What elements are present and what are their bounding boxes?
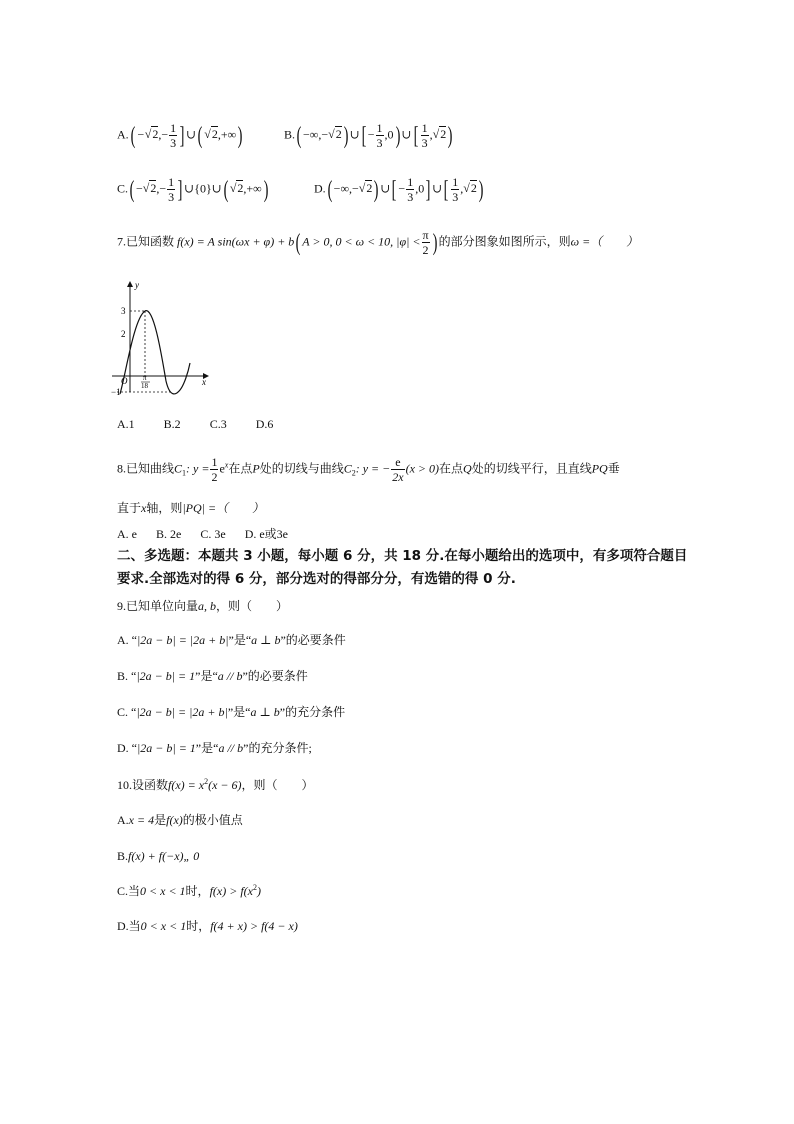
superscript: x bbox=[224, 460, 229, 470]
math-expr: f(x) > f(x bbox=[209, 884, 253, 898]
option-c[interactable]: C. 3e bbox=[200, 527, 226, 541]
option-d[interactable]: D.6 bbox=[255, 417, 274, 431]
option-text: ”是“ bbox=[195, 741, 219, 755]
sqrt-radicand: 2 bbox=[335, 127, 342, 142]
option-label: C. bbox=[117, 181, 129, 196]
q7-stem bbox=[117, 229, 638, 256]
math-text: ,− bbox=[156, 181, 167, 196]
vectors: a, b bbox=[198, 599, 217, 613]
bracket-open: [ bbox=[443, 176, 449, 203]
denominator: 3 bbox=[452, 190, 459, 204]
paren-open: ( bbox=[295, 229, 301, 256]
option-text: ”的充分条件; bbox=[243, 741, 312, 755]
math-text: ∪{0}∪ bbox=[184, 181, 222, 196]
denominator: 2 bbox=[211, 470, 218, 484]
q9-option-b[interactable] bbox=[117, 670, 308, 682]
q6-option-d[interactable]: D.( −∞,−√2) ∪[ − $\frac{1}{3}$ ,0] ∪[ $\frac{1}{3}$ ,√2) bbox=[314, 175, 484, 204]
math-text: , bbox=[460, 181, 464, 196]
option-text: 时， bbox=[186, 919, 211, 933]
fraction bbox=[391, 456, 404, 483]
bracket-close: ] bbox=[177, 176, 183, 203]
q8-options bbox=[117, 528, 288, 540]
option-label: B. bbox=[284, 127, 296, 142]
paren-close: ) bbox=[478, 176, 484, 203]
question-text: 在点 bbox=[439, 461, 464, 476]
subscript: 1 bbox=[182, 468, 187, 478]
fraction bbox=[167, 176, 175, 203]
q10-option-b[interactable] bbox=[117, 850, 199, 862]
math-text: − bbox=[136, 127, 145, 142]
sqrt-radicand: 2 bbox=[211, 127, 218, 142]
numerator: 1 bbox=[168, 175, 175, 189]
sqrt: √2 bbox=[204, 127, 218, 142]
paren-open: ( bbox=[223, 176, 229, 203]
math-expr: (x − 6) bbox=[208, 778, 242, 792]
q8-line-1 bbox=[117, 456, 620, 483]
q9-option-a[interactable] bbox=[117, 634, 346, 646]
superscript: 2 bbox=[252, 883, 257, 892]
paren-close: ) bbox=[447, 122, 453, 149]
q6-option-c[interactable] bbox=[117, 176, 270, 203]
option-text: ”是“ bbox=[227, 705, 251, 719]
math-expr: f(x) = x bbox=[168, 778, 205, 792]
fraction bbox=[451, 176, 459, 203]
union-symbol: ∪ bbox=[380, 181, 391, 196]
sqrt-radicand: 2 bbox=[470, 181, 477, 196]
math-text: : y = − bbox=[355, 461, 391, 476]
q9-option-d[interactable] bbox=[117, 742, 312, 754]
x-tick-den: 18 bbox=[141, 382, 148, 390]
paren-close: ) bbox=[263, 176, 269, 203]
q8-line-2 bbox=[117, 502, 264, 514]
option-label: C. “ bbox=[117, 705, 137, 719]
denominator: 3 bbox=[170, 136, 177, 150]
math-expr: a ⊥ b bbox=[250, 705, 280, 719]
fraction bbox=[422, 229, 430, 256]
union-symbol: ∪ bbox=[401, 127, 412, 142]
superscript: 2 bbox=[204, 777, 209, 786]
paren-open: ( bbox=[197, 122, 203, 149]
question-text: 7.已知函数 bbox=[117, 234, 175, 249]
tick-2: 2 bbox=[121, 329, 126, 339]
math-text: e bbox=[219, 461, 225, 476]
option-d[interactable]: D. e或3e bbox=[244, 527, 289, 541]
question-text: 在点 bbox=[228, 461, 253, 476]
q7-options bbox=[117, 418, 273, 430]
question-text: 轴，则 bbox=[146, 501, 183, 515]
option-text: ”是“ bbox=[195, 669, 218, 683]
paren-open: ( bbox=[130, 122, 136, 149]
math-text: ,− bbox=[158, 127, 169, 142]
math-expr: |2a − b| = |2a + b| bbox=[136, 705, 228, 719]
denominator: 2 bbox=[422, 243, 429, 257]
point-p: P bbox=[252, 461, 260, 476]
option-text: 时， bbox=[185, 884, 210, 898]
subscript: 2 bbox=[351, 468, 356, 478]
sqrt-radicand: 2 bbox=[152, 127, 159, 142]
question-text: 处的切线平行，且直线 bbox=[471, 461, 592, 476]
math-text: − bbox=[136, 181, 143, 196]
fraction bbox=[406, 176, 414, 203]
question-ask: ω =（ ） bbox=[570, 234, 639, 249]
x-tick-num: π bbox=[143, 374, 147, 382]
math-text: −∞,− bbox=[333, 181, 359, 196]
q10-option-a[interactable] bbox=[117, 814, 243, 826]
question-ask: |PQ| =（ ） bbox=[182, 501, 265, 515]
bracket-open: [ bbox=[392, 176, 397, 203]
math-expr: ) bbox=[256, 884, 261, 898]
question-text: 垂 bbox=[607, 461, 620, 476]
math-expr: |2a − b| = 1 bbox=[137, 741, 196, 755]
question-text: 9.已知单位向量 bbox=[117, 599, 199, 613]
option-label: C.当 bbox=[117, 884, 141, 898]
question-text: 的部分图象如图所示，则 bbox=[438, 234, 571, 249]
fraction bbox=[421, 122, 429, 149]
math-expr: 0 < x < 1 bbox=[140, 884, 186, 898]
sqrt-radicand: 2 bbox=[237, 181, 244, 196]
tick-m1: −1 bbox=[111, 387, 121, 397]
q6-option-a[interactable] bbox=[117, 122, 244, 149]
option-text: ”是“ bbox=[228, 633, 252, 647]
option-label: D. “ bbox=[117, 741, 137, 755]
question-text: ，则（ ） bbox=[216, 599, 289, 613]
fraction bbox=[376, 122, 384, 149]
section2-line-2: 要求.全部选对的得 6 分，部分选对的得部分分，有选错的得 0 分. bbox=[117, 571, 516, 587]
bracket-close: ] bbox=[179, 122, 185, 149]
union-symbol: ∪ bbox=[349, 127, 360, 142]
bracket-open: [ bbox=[361, 122, 367, 149]
paren-close: ) bbox=[395, 122, 400, 149]
sqrt-radicand: 2 bbox=[150, 181, 157, 196]
paren-close: ) bbox=[343, 122, 349, 149]
numerator: π bbox=[422, 228, 429, 242]
option-a[interactable]: A.1 bbox=[117, 417, 135, 431]
option-label: B. “ bbox=[117, 669, 137, 683]
paren-open: ( bbox=[327, 176, 333, 203]
math-text: ,+∞ bbox=[243, 181, 262, 196]
math-expr: f(x) + f(−x)„ 0 bbox=[128, 849, 200, 863]
paren-open: ( bbox=[129, 176, 135, 203]
bracket-open: [ bbox=[413, 122, 419, 149]
option-label: D.当 bbox=[117, 919, 141, 933]
y-label: y bbox=[135, 280, 139, 290]
numerator: 1 bbox=[407, 175, 414, 189]
sqrt-radicand: 2 bbox=[366, 181, 373, 196]
math-expr: f(4 + x) > f(4 − x) bbox=[210, 919, 298, 933]
math-text: ,0 bbox=[415, 181, 425, 196]
math-expr: x = 4 bbox=[128, 813, 155, 827]
question-text: ，则（ ） bbox=[241, 778, 314, 792]
numerator: 1 bbox=[376, 121, 383, 135]
option-text: ”的必要条件 bbox=[242, 669, 308, 683]
tick-3: 3 bbox=[121, 306, 126, 316]
sqrt: √2 bbox=[144, 127, 159, 142]
sqrt: √2 bbox=[142, 181, 157, 196]
math-expr: a ⊥ b bbox=[251, 633, 281, 647]
math-text: −∞,− bbox=[303, 127, 329, 142]
q9-option-c[interactable] bbox=[117, 706, 345, 718]
q9-stem bbox=[117, 600, 288, 612]
option-text: ”的必要条件 bbox=[280, 633, 346, 647]
q10-option-d[interactable] bbox=[117, 920, 298, 932]
q7-graph bbox=[110, 278, 216, 400]
q6-option-b[interactable]: B.( −∞,−√2) ∪[ − $\frac{1}{3}$ ,0) ∪[ $\frac{1}{3}$ ,√2) bbox=[284, 121, 453, 150]
origin-label: O bbox=[121, 376, 128, 386]
numerator: 1 bbox=[170, 121, 177, 135]
option-b[interactable]: B. 2e bbox=[156, 527, 182, 541]
x-label: x bbox=[202, 377, 206, 387]
option-label: A. bbox=[117, 813, 129, 827]
union-symbol: ∪ bbox=[186, 127, 197, 142]
math-text: (x > 0) bbox=[405, 461, 440, 476]
sqrt: √2 bbox=[358, 181, 373, 196]
numerator: 1 bbox=[421, 121, 428, 135]
union-symbol: ∪ bbox=[432, 181, 443, 196]
sqrt-radicand: 2 bbox=[440, 127, 447, 142]
math-expr: |2a − b| = 1 bbox=[136, 669, 196, 683]
question-text: 8.已知曲线 bbox=[117, 461, 175, 476]
math-expr: 0 < x < 1 bbox=[140, 919, 187, 933]
q10-stem bbox=[117, 778, 314, 791]
math-expr: a // b bbox=[218, 741, 244, 755]
math-text: x bbox=[141, 501, 147, 515]
denominator: 3 bbox=[376, 136, 383, 150]
curve-name: C bbox=[174, 461, 183, 476]
math-expr: |2a − b| = |2a + b| bbox=[137, 633, 229, 647]
question-text: 处的切线与曲线 bbox=[259, 461, 344, 476]
sqrt: √2 bbox=[463, 181, 477, 196]
q10-option-c[interactable] bbox=[117, 884, 261, 897]
option-text: 是 bbox=[154, 813, 167, 827]
sqrt: √2 bbox=[432, 127, 447, 142]
fraction bbox=[210, 456, 218, 483]
numerator: 1 bbox=[211, 455, 218, 469]
option-label: D. bbox=[314, 181, 326, 196]
denominator: 3 bbox=[407, 190, 414, 204]
math-text: ,0 bbox=[384, 127, 394, 142]
option-label: A. “ bbox=[117, 633, 137, 647]
math-text: : y = bbox=[186, 461, 210, 476]
math-expr: f(x) bbox=[166, 813, 183, 827]
option-a[interactable]: A. e bbox=[117, 527, 137, 541]
option-c[interactable]: C.3 bbox=[209, 417, 227, 431]
sqrt: √2 bbox=[229, 181, 244, 196]
bracket-close: ] bbox=[425, 176, 431, 203]
option-label: B. bbox=[117, 849, 129, 863]
function-expr: f(x) = A sin(ωx + φ) + b bbox=[177, 234, 295, 249]
curve-name: C bbox=[343, 461, 352, 476]
math-text: ,+∞ bbox=[217, 127, 237, 142]
section2-line-1: 二、多选题：本题共 3 小题，每小题 6 分，共 18 分.在每小题给出的选项中，有多项符合题目 bbox=[117, 548, 688, 564]
option-text: ”的充分条件 bbox=[279, 705, 346, 719]
condition-expr: A > 0, 0 < ω < 10, |φ| < bbox=[302, 234, 421, 249]
line-pq: PQ bbox=[591, 461, 608, 476]
math-expr: a // b bbox=[217, 669, 243, 683]
option-label: A. bbox=[117, 127, 129, 142]
point-q: Q bbox=[463, 461, 472, 476]
numerator: e bbox=[391, 456, 404, 470]
option-text: 的极小值点 bbox=[182, 813, 243, 827]
denominator: 3 bbox=[421, 136, 428, 150]
question-text: 直于 bbox=[117, 501, 142, 515]
numerator: 1 bbox=[452, 175, 459, 189]
paren-close: ) bbox=[237, 122, 243, 149]
paren-close: ) bbox=[432, 229, 437, 256]
math-text: , bbox=[429, 127, 433, 142]
denominator: 3 bbox=[168, 190, 175, 204]
question-text: 10.设函数 bbox=[117, 778, 169, 792]
paren-close: ) bbox=[373, 176, 379, 203]
option-b[interactable]: B.2 bbox=[163, 417, 181, 431]
paren-open: ( bbox=[296, 122, 302, 149]
denominator: 2x bbox=[392, 470, 404, 484]
fraction bbox=[169, 122, 177, 149]
sqrt: √2 bbox=[328, 127, 342, 142]
